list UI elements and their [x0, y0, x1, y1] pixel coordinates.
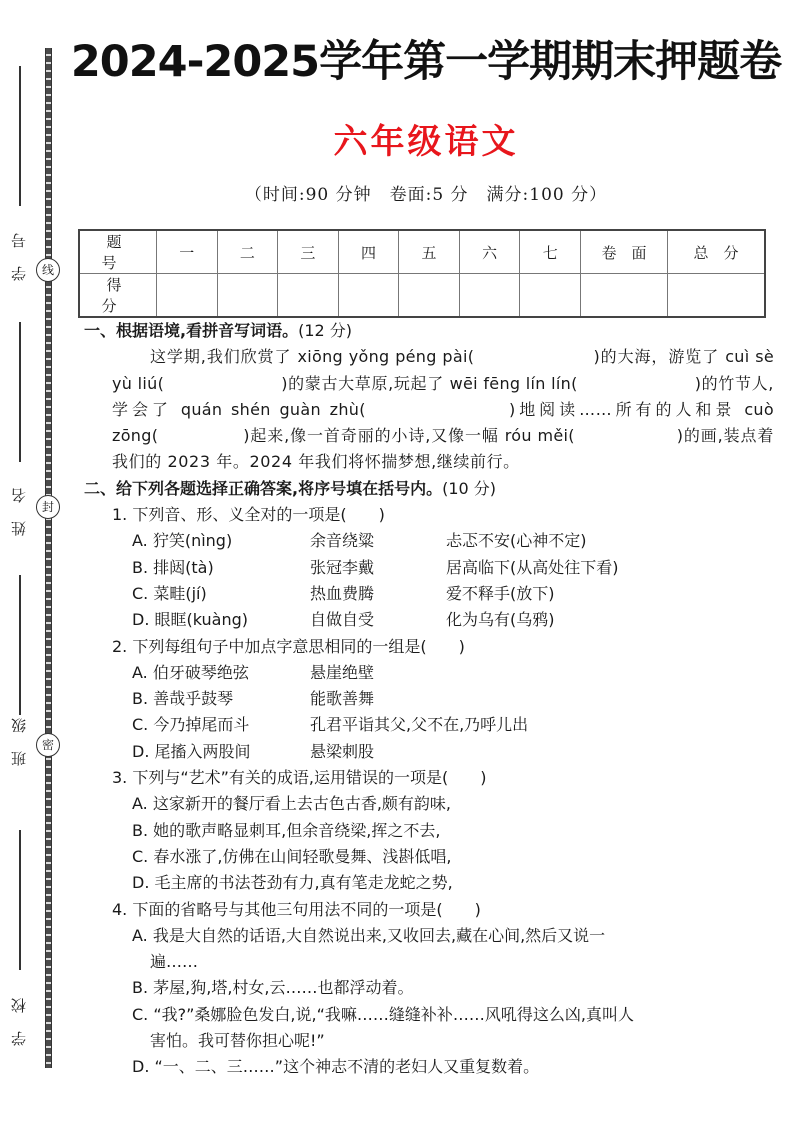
question-4-option-d[interactable] — [84, 1054, 774, 1080]
option-meaning: 居高临下(从高处往下看) — [446, 557, 619, 577]
answer-blank[interactable]: ( ) — [151, 426, 251, 446]
question-1-option-a[interactable] — [84, 528, 774, 554]
pinyin-prompt: cuì sè yù liú — [112, 347, 774, 393]
question-2-option-c[interactable] — [84, 712, 774, 738]
passage-text: 这学期,我们欣赏了 — [150, 347, 298, 367]
binding-strip — [45, 48, 52, 1068]
question-3-option-c[interactable]: C. 春水涨了,仿佛在山间轻歌曼舞、浅斟低唱, — [132, 846, 452, 866]
option-sentence-2: 能歌善舞 — [310, 689, 375, 709]
question-4-option-a[interactable] — [84, 923, 774, 976]
score-cell-2[interactable] — [217, 274, 278, 318]
option-idiom: 余音绕粱 — [310, 531, 375, 551]
answer-blank[interactable]: ( ) — [571, 373, 702, 393]
passage-text: 的大海，游览了 — [600, 347, 726, 367]
option-idiom: 热血费腾 — [310, 583, 375, 603]
answer-blank[interactable]: ( ) — [467, 347, 601, 367]
column-3: 三 — [278, 230, 339, 274]
pinyin-prompt: cuò zōng — [112, 399, 774, 446]
passage-text: 地阅读……所有的人和景 — [515, 399, 745, 419]
section-2-title-text: 二、给下列各题选择正确答案,将序号填在括号内。 — [84, 478, 443, 498]
score-cell-total[interactable] — [668, 274, 766, 318]
answer-blank[interactable]: ( ) — [157, 373, 289, 393]
option-text: B. 茅屋,狗,塔,村女,云……也都浮动着。 — [132, 978, 414, 998]
section-1-passage — [84, 344, 774, 475]
question-3-option-d[interactable]: D. 毛主席的书法苍劲有力,真有笔走龙蛇之势, — [132, 873, 453, 893]
exam-subtitle: 六年级语文 — [333, 122, 519, 162]
score-cell-6[interactable] — [459, 274, 520, 318]
column-total: 总 分 — [668, 230, 766, 274]
row-header-question-number: 题 号 — [79, 230, 157, 274]
option-idiom: 张冠李戴 — [310, 557, 375, 577]
pinyin-prompt: wēi fēng lín lín — [449, 373, 572, 393]
option-text: D. “一、二、三……”这个神志不清的老妇人又重复数着。 — [132, 1057, 540, 1077]
section-1-points: (12 分) — [298, 321, 353, 340]
name-label: 姓名 — [10, 470, 28, 536]
answer-blank[interactable]: ( ) — [568, 426, 684, 446]
question-4-option-c[interactable] — [84, 1002, 774, 1055]
question-2-option-b[interactable] — [84, 686, 774, 712]
section-1-title-text: 一、根据语境,看拼音写词语。 — [84, 321, 299, 340]
school-label: 学校 — [10, 980, 28, 1046]
question-4-option-b[interactable] — [84, 975, 774, 1001]
option-sentence-2: 悬崖绝壁 — [310, 662, 375, 682]
class-write-line[interactable] — [19, 575, 21, 715]
question-3-stem: 3. 下列与“艺术”有关的成语,运用错误的一项是( ) — [112, 768, 487, 788]
question-2-stem: 2. 下列每组句子中加点字意思相同的一组是( ) — [112, 636, 465, 656]
binding-margin — [0, 0, 70, 1132]
option-text: A. 我是大自然的话语,大自然说出来,又收回去,藏在心间,然后又说一 — [132, 925, 606, 945]
class-label: 班级 — [10, 700, 28, 766]
column-1: 一 — [157, 230, 218, 274]
option-text-continued: 害怕。我可替你担心呢!” — [150, 1031, 325, 1051]
score-table — [78, 229, 766, 318]
option-idiom: 自做自受 — [310, 610, 375, 630]
section-2-points: (10 分) — [442, 478, 497, 498]
option-word: A. 狞笑(nìng) — [132, 531, 233, 551]
option-text-continued: 遍…… — [150, 952, 199, 972]
score-table-header-row — [79, 230, 765, 274]
exam-meta: （时间:90 分钟 卷面:5 分 满分:100 分） — [244, 185, 608, 205]
pinyin-prompt: róu měi — [504, 426, 569, 446]
seal-mark-secret: 密 — [36, 733, 60, 757]
option-meaning: 忐忑不安(心神不定) — [446, 531, 587, 551]
answer-blank[interactable]: ( ) — [359, 399, 516, 419]
score-cell-neatness[interactable] — [581, 274, 668, 318]
student-id-label: 学号 — [10, 215, 28, 281]
option-sentence-2: 悬梁刺股 — [310, 741, 375, 761]
student-id-write-line[interactable] — [19, 66, 21, 206]
column-2: 二 — [217, 230, 278, 274]
row-header-score: 得 分 — [79, 274, 157, 318]
seal-mark-seal: 封 — [36, 495, 60, 519]
option-sentence-1: D. 尾搐入两股间 — [132, 741, 251, 761]
question-1-option-c[interactable] — [84, 581, 774, 607]
question-3-option-b[interactable]: B. 她的歌声略显刺耳,但余音绕梁,挥之不去, — [132, 820, 441, 840]
question-4-stem: 4. 下面的省略号与其他三句用法不同的一项是( ) — [112, 899, 481, 919]
score-cell-5[interactable] — [399, 274, 460, 318]
score-cell-7[interactable] — [520, 274, 581, 318]
column-neatness: 卷 面 — [581, 230, 668, 274]
score-table-score-row — [79, 274, 765, 318]
option-text: C. “我?”桑娜脸色发白,说,“我嘛……缝缝补补……风吼得这么凶,真叫人 — [132, 1004, 634, 1024]
option-sentence-2: 孔君平诣其父,父不在,乃呼儿出 — [310, 715, 529, 735]
seal-mark-line: 线 — [36, 258, 60, 282]
exam-content — [84, 318, 774, 1081]
question-1-option-b[interactable] — [84, 555, 774, 581]
section-1-title — [84, 318, 774, 344]
score-cell-4[interactable] — [338, 274, 399, 318]
passage-text: 的画,装点着我们的 2023 年。2024 年我们将怀揣梦想,继续前行。 — [112, 426, 775, 472]
pinyin-prompt: quán shén guàn zhù — [180, 399, 360, 419]
question-3-option-a[interactable]: A. 这家新开的餐厅看上去古色古香,颇有韵味, — [132, 794, 452, 814]
score-cell-3[interactable] — [278, 274, 339, 318]
question-2-option-d[interactable] — [84, 739, 774, 765]
column-5: 五 — [399, 230, 460, 274]
passage-text: 起来,像一首奇丽的小诗,又像一幅 — [250, 426, 505, 446]
option-meaning: 化为乌有(乌鸦) — [446, 610, 555, 630]
question-1-stem: 1. 下列音、形、义全对的一项是( ) — [112, 505, 385, 525]
option-word: B. 排闼(tà) — [132, 557, 214, 577]
column-6: 六 — [459, 230, 520, 274]
name-write-line[interactable] — [19, 322, 21, 462]
question-2-option-a[interactable] — [84, 660, 774, 686]
exam-title: 2024-2025学年第一学期期末押题卷 — [70, 37, 782, 87]
option-word: D. 眼眶(kuàng) — [132, 610, 248, 630]
school-write-line[interactable] — [19, 830, 21, 970]
option-word: C. 菜畦(jí) — [132, 583, 207, 603]
passage-text: 的蒙古大草原,玩起了 — [288, 373, 450, 393]
column-4: 四 — [338, 230, 399, 274]
question-1-option-d[interactable] — [84, 607, 774, 633]
option-meaning: 爱不释手(放下) — [446, 583, 555, 603]
passage-text: 的竹节人,学会了 — [112, 373, 774, 419]
option-sentence-1: A. 伯牙破琴绝弦 — [132, 662, 249, 682]
option-sentence-1: C. 今乃掉尾而斗 — [132, 715, 250, 735]
column-7: 七 — [520, 230, 581, 274]
pinyin-prompt: xiōng yǒng péng pài — [297, 347, 468, 367]
section-2-title — [84, 476, 774, 502]
option-sentence-1: B. 善哉乎鼓琴 — [132, 689, 234, 709]
